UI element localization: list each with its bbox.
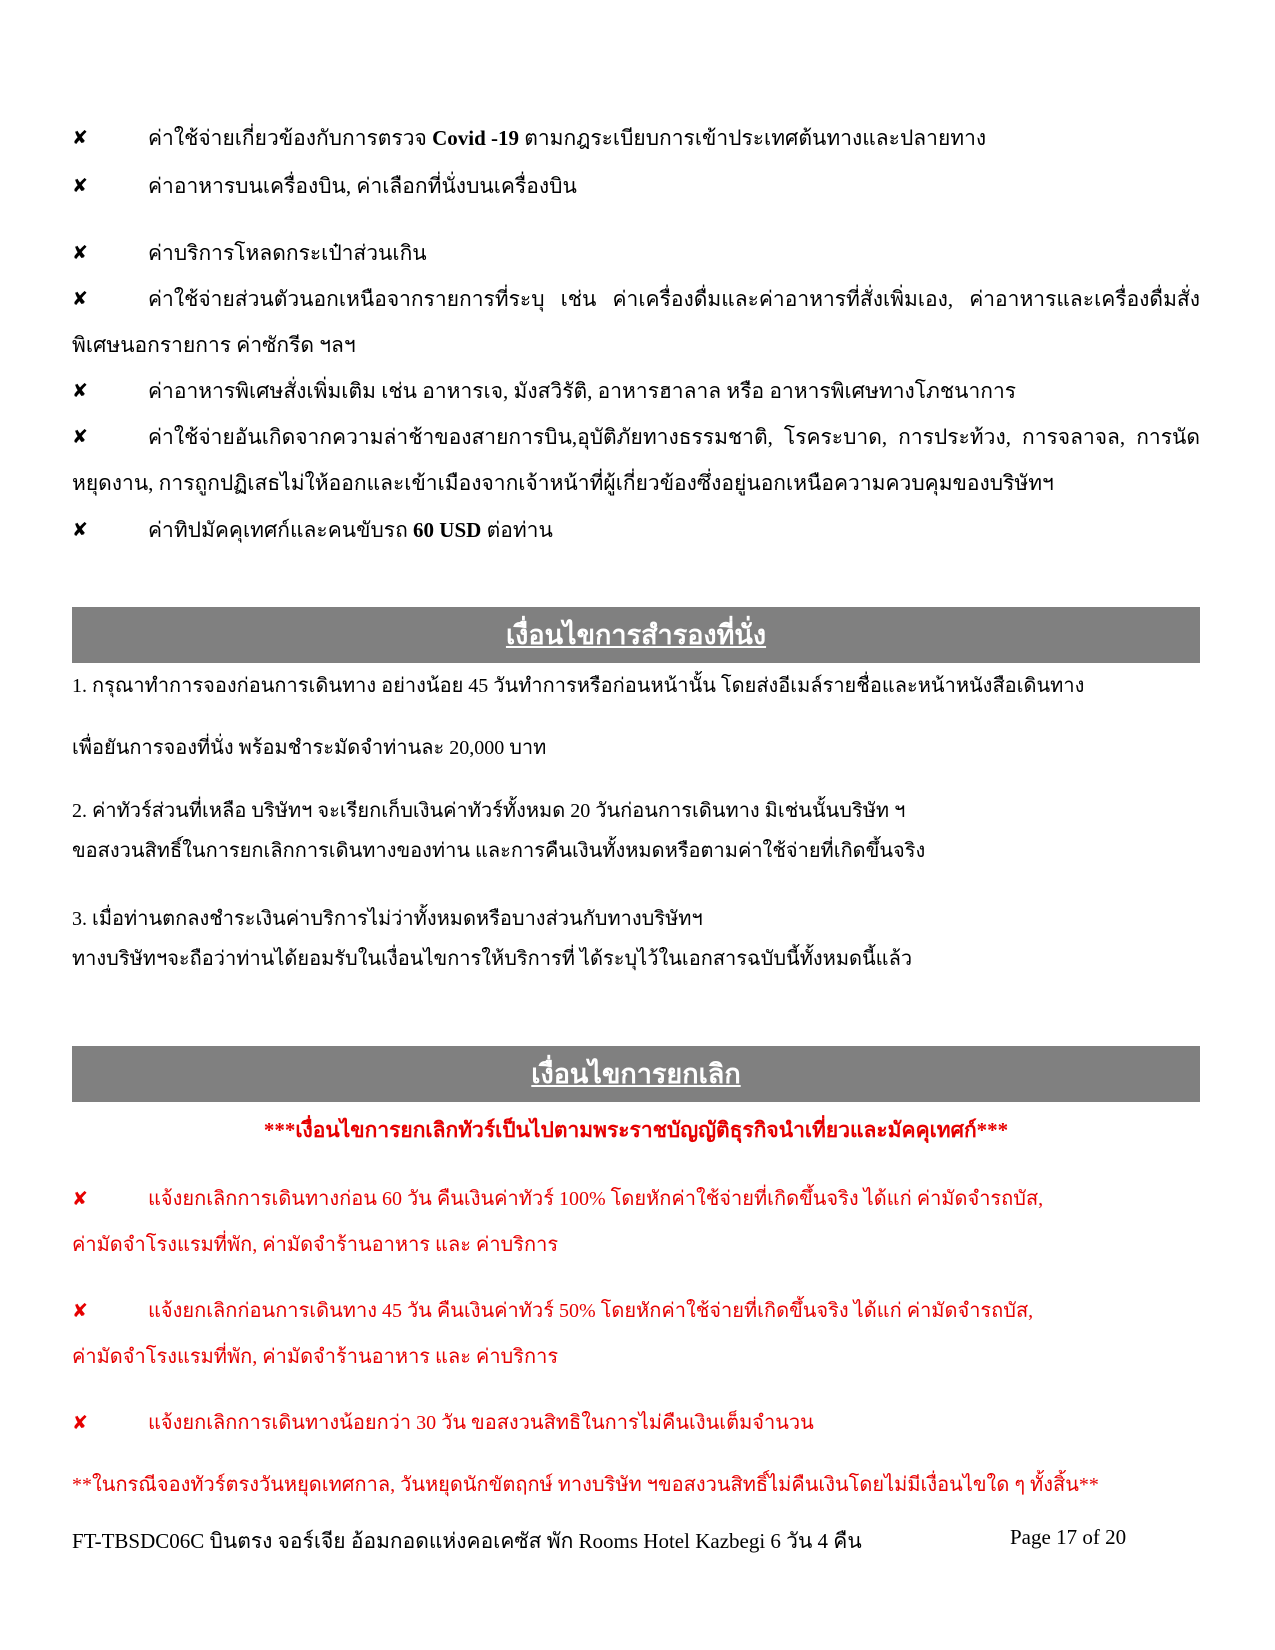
cross-icon: ✘ [72, 380, 88, 402]
reservation-item-line: ทางบริษัทฯจะถือว่าท่านได้ยอมรับในเงื่อนไขการให้บริการที่ ได้ระบุไว้ในเอกสารฉบับนี้ทั้งหมดนี้แล้ว [72, 948, 913, 970]
cross-icon: ✘ [72, 242, 88, 264]
holiday-note: **ในกรณีจองทัวร์ตรงวันหยุดเทศกาล, วันหยุดนักขัตฤกษ์ ทางบริษัท ฯขอสงวนสิทธิ์ไม่คืนเงินโดยไม่มีเงื่อนไขใด ๆ ทั้งสิ้น** [72, 1474, 1099, 1496]
exclusion-item [72, 114, 1275, 162]
cancellation-item-line: แจ้งยกเลิกการเดินทางน้อยกว่า 30 วัน ขอสงวนสิทธิในการไม่คืนเงินเต็มจำนวน [148, 1412, 814, 1434]
exclusion-text: ค่าบริการโหลดกระเป๋าส่วนเกิน [148, 241, 427, 265]
reservation-item [72, 666, 1200, 768]
cancellation-item-line: แจ้งยกเลิกการเดินทางก่อน 60 วัน คืนเงินค่าทัวร์ 100% โดยหักค่าใช้จ่ายที่เกิดขึ้นจริง ได้แก่ ค่ามัดจำรถบัส, [148, 1188, 1044, 1210]
cancellation-item-line: แจ้งยกเลิกก่อนการเดินทาง 45 วัน คืนเงินค่าทัวร์ 50% โดยหักค่าใช้จ่ายที่เกิดขึ้นจริง ได้แก่ ค่ามัดจำรถบัส, [148, 1300, 1034, 1322]
exclusion-text: ค่าทิปมัคคุเทศก์และคนขับรถ 60 USD ต่อท่าน [148, 518, 553, 542]
reservation-item-line: 2. ค่าทัวร์ส่วนที่เหลือ บริษัทฯ จะเรียกเก็บเงินค่าทัวร์ทั้งหมด 20 วันก่อนการเดินทาง มิเช่นนั้นบริษัท ฯ [72, 800, 906, 822]
cancellation-item [72, 1400, 1200, 1446]
exclusion-text: ค่าอาหารพิเศษสั่งเพิ่มเติม เช่น อาหารเจ, มังสวิรัติ, อาหารฮาลาล หรือ อาหารพิเศษทางโภชนาการ [148, 379, 1017, 403]
reservation-item [72, 791, 1200, 871]
cancellation-heading: เงื่อนไขการยกเลิก [72, 1046, 1200, 1102]
footer-code: FT-TBSDC06C บินตรง จอร์เจีย อ้อมกอดแห่งคอเคซัส พัก Rooms Hotel Kazbegi 6 วัน 4 คืน [72, 1529, 862, 1553]
footer [72, 1525, 1172, 1558]
reservation-item-line: 1. กรุณาทำการจองก่อนการเดินทาง อย่างน้อย 45 วันทำการหรือก่อนหน้านั้น โดยส่งอีเมล์รายชื่อและหน้าหนังสือเดินทาง [72, 675, 1085, 697]
cancellation-item [72, 1176, 1200, 1268]
cross-icon: ✘ [72, 1188, 88, 1210]
cross-icon: ✘ [72, 1412, 88, 1434]
cancellation-subheading: ***เงื่อนไขการยกเลิกทัวร์เป็นไปตามพระราชบัญญัติธุรกิจนำเที่ยวและมัคคุเทศก์*** [263, 1118, 1009, 1142]
cross-icon: ✘ [72, 519, 88, 541]
reservation-heading: เงื่อนไขการสำรองที่นั่ง [72, 607, 1200, 663]
cross-icon: ✘ [72, 426, 88, 448]
cross-icon: ✘ [72, 288, 88, 310]
exclusion-item [72, 229, 1275, 277]
reservation-item-line: ขอสงวนสิทธิ์ในการยกเลิกการเดินทางของท่าน และการคืนเงินทั้งหมดหรือตามค่าใช้จ่ายที่เกิดขึ้นจริง [72, 840, 926, 862]
cross-icon: ✘ [72, 175, 88, 197]
exclusion-item [72, 276, 1200, 368]
cross-icon: ✘ [72, 1300, 88, 1322]
exclusion-item [72, 414, 1200, 506]
exclusion-text: ค่าใช้จ่ายส่วนตัวนอกเหนือจากรายการที่ระบุ เช่น ค่าเครื่องดื่มและค่าอาหารที่สั่งเพิ่มเอง, ค่าอาหารและเครื่องดื่มสั่งพิเศษนอกรายการ ค่าซักรีด ฯลฯ [72, 287, 1200, 357]
reservation-item-line: 3. เมื่อท่านตกลงชำระเงินค่าบริการไม่ว่าทั้งหมดหรือบางส่วนกับทางบริษัทฯ [72, 908, 703, 930]
exclusion-item [72, 367, 1275, 415]
exclusion-text: ค่าใช้จ่ายอันเกิดจากความล่าช้าของสายการบิน,อุบัติภัยทางธรรมชาติ, โรคระบาด, การประท้วง, การจลาจล, การนัดหยุดงาน, การถูกปฏิเสธไม่ให้ออกและเข้าเมืองจากเจ้าหน้าที่ผู้เกี่ยวข้องซึ่งอยู่นอกเหนือความควบคุมของบริษัทฯ [72, 425, 1200, 495]
exclusion-text: ค่าอาหารบนเครื่องบิน, ค่าเลือกที่นั่งบนเครื่องบิน [148, 174, 577, 198]
cancellation-item [72, 1288, 1200, 1380]
cross-icon: ✘ [72, 127, 88, 149]
reservation-item-line: เพื่อยันการจองที่นั่ง พร้อมชำระมัดจำท่านละ 20,000 บาท [72, 737, 547, 759]
reservation-item [72, 899, 1200, 979]
exclusion-text: ค่าใช้จ่ายเกี่ยวข้องกับการตรวจ Covid -19 ตามกฎระเบียบการเข้าประเทศต้นทางและปลายทาง [148, 126, 987, 150]
cancellation-item-line: ค่ามัดจำโรงแรมที่พัก, ค่ามัดจำร้านอาหาร และ ค่าบริการ [72, 1346, 559, 1368]
page-number: Page 17 of 20 [1010, 1525, 1127, 1549]
exclusion-item [72, 506, 1275, 554]
cancellation-item-line: ค่ามัดจำโรงแรมที่พัก, ค่ามัดจำร้านอาหาร และ ค่าบริการ [72, 1234, 559, 1256]
exclusion-item [72, 162, 1275, 210]
